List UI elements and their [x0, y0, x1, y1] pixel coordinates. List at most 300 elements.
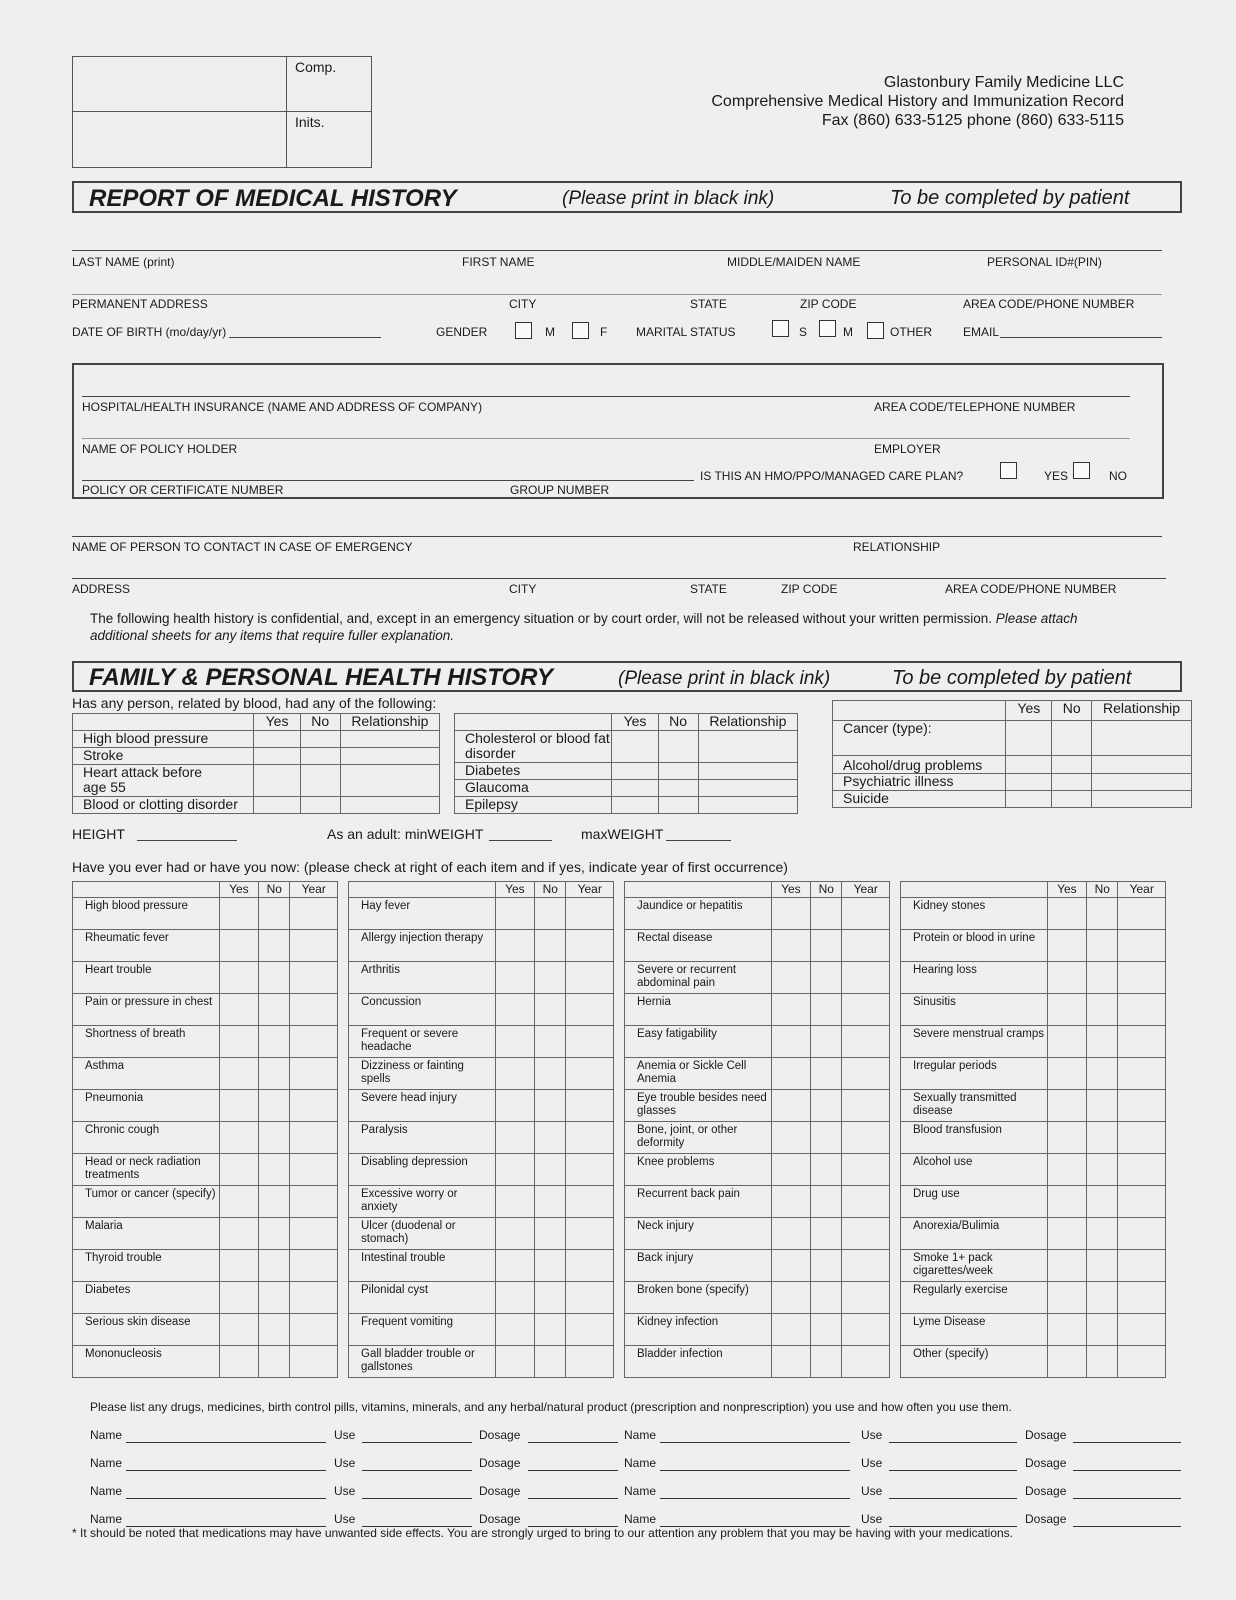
no-cell[interactable]: [1087, 1346, 1118, 1378]
no-cell[interactable]: [811, 962, 842, 994]
yes-cell[interactable]: [771, 1314, 810, 1346]
yes-cell[interactable]: [1047, 994, 1086, 1026]
relationship-cell[interactable]: [340, 748, 439, 765]
yes-cell[interactable]: [495, 1250, 534, 1282]
family-condition: Suicide: [833, 791, 1006, 808]
year-cell[interactable]: [566, 1218, 614, 1250]
table-row: [73, 1218, 338, 1250]
yes-cell[interactable]: [771, 1154, 810, 1186]
medication-use-field[interactable]: [889, 1498, 1017, 1499]
year-cell[interactable]: [566, 898, 614, 930]
yes-cell[interactable]: [495, 1282, 534, 1314]
history-condition: High blood pressure: [73, 898, 220, 930]
history-condition: Thyroid trouble: [73, 1250, 220, 1282]
no-cell[interactable]: [259, 1026, 290, 1058]
yes-cell[interactable]: [771, 994, 810, 1026]
yes-cell[interactable]: [495, 1154, 534, 1186]
yes-cell[interactable]: [771, 1250, 810, 1282]
yes-cell[interactable]: [219, 1282, 258, 1314]
no-cell[interactable]: [811, 1218, 842, 1250]
yes-cell[interactable]: [254, 765, 300, 797]
no-cell[interactable]: [535, 1250, 566, 1282]
relationship-cell[interactable]: [340, 731, 439, 748]
yes-cell[interactable]: [1006, 721, 1052, 756]
yes-cell[interactable]: [1047, 1250, 1086, 1282]
table-row: [349, 1218, 614, 1250]
yes-cell[interactable]: [219, 962, 258, 994]
group-number-label: GROUP NUMBER: [510, 483, 610, 497]
table-row: [73, 930, 338, 962]
medication-name-field[interactable]: [660, 1498, 850, 1499]
yes-cell[interactable]: [219, 1122, 258, 1154]
year-cell[interactable]: [842, 1250, 890, 1282]
yes-cell[interactable]: [612, 763, 658, 780]
no-cell[interactable]: [811, 1346, 842, 1378]
yes-cell[interactable]: [771, 1058, 810, 1090]
relationship-cell[interactable]: [1092, 791, 1192, 808]
yes-cell[interactable]: [495, 962, 534, 994]
no-cell[interactable]: [535, 1218, 566, 1250]
no-cell[interactable]: [1087, 1218, 1118, 1250]
year-cell[interactable]: [1118, 1218, 1166, 1250]
no-cell[interactable]: [1087, 1026, 1118, 1058]
emergency-name-label: NAME OF PERSON TO CONTACT IN CASE OF EMERGENCY: [72, 540, 413, 554]
medication-use-field[interactable]: [362, 1470, 472, 1471]
email-field[interactable]: [1000, 337, 1162, 338]
relationship-cell[interactable]: [1092, 774, 1192, 791]
year-cell[interactable]: [290, 962, 338, 994]
year-cell[interactable]: [1118, 1250, 1166, 1282]
medication-name-label: Name: [624, 1428, 657, 1442]
year-cell[interactable]: [566, 1346, 614, 1378]
office-use-box: [72, 56, 372, 168]
medication-dosage-field[interactable]: [528, 1442, 618, 1443]
year-cell[interactable]: [1118, 1282, 1166, 1314]
year-cell[interactable]: [842, 898, 890, 930]
relationship-cell[interactable]: [698, 731, 797, 763]
no-cell[interactable]: [259, 1250, 290, 1282]
year-cell[interactable]: [1118, 1186, 1166, 1218]
policy-holder-line[interactable]: [82, 438, 1130, 439]
year-cell[interactable]: [1118, 994, 1166, 1026]
year-cell[interactable]: [290, 1090, 338, 1122]
year-cell[interactable]: [842, 1314, 890, 1346]
no-cell[interactable]: [811, 1026, 842, 1058]
yes-cell[interactable]: [495, 1058, 534, 1090]
yes-cell[interactable]: [771, 1090, 810, 1122]
yes-cell[interactable]: [254, 797, 300, 814]
yes-cell[interactable]: [612, 797, 658, 814]
no-cell[interactable]: [259, 898, 290, 930]
yes-cell[interactable]: [1047, 930, 1086, 962]
no-cell[interactable]: [535, 1186, 566, 1218]
medication-dosage-field[interactable]: [1073, 1498, 1181, 1499]
no-cell[interactable]: [535, 994, 566, 1026]
year-cell[interactable]: [290, 1058, 338, 1090]
no-cell[interactable]: [535, 1058, 566, 1090]
no-cell[interactable]: [658, 797, 698, 814]
no-cell[interactable]: [658, 780, 698, 797]
no-cell[interactable]: [811, 1314, 842, 1346]
medication-name-field[interactable]: [126, 1470, 326, 1471]
medication-name-field[interactable]: [660, 1442, 850, 1443]
yes-cell[interactable]: [219, 1026, 258, 1058]
medication-name-label: Name: [90, 1428, 123, 1442]
max-weight-field[interactable]: [666, 840, 731, 841]
yes-cell[interactable]: [495, 898, 534, 930]
relationship-cell[interactable]: [1092, 721, 1192, 756]
medication-use-field[interactable]: [889, 1470, 1017, 1471]
no-cell[interactable]: [1052, 721, 1092, 756]
medication-use-field[interactable]: [362, 1442, 472, 1443]
history-col-yes: Yes: [1047, 882, 1086, 898]
year-cell[interactable]: [566, 1090, 614, 1122]
year-cell[interactable]: [566, 1026, 614, 1058]
year-cell[interactable]: [290, 1218, 338, 1250]
no-cell[interactable]: [1087, 1154, 1118, 1186]
no-cell[interactable]: [535, 898, 566, 930]
table-row: [901, 1186, 1166, 1218]
no-cell[interactable]: [1087, 962, 1118, 994]
yes-cell[interactable]: [1047, 1090, 1086, 1122]
last-name-label: LAST NAME (print): [72, 255, 175, 269]
no-cell[interactable]: [259, 1122, 290, 1154]
relationship-cell[interactable]: [698, 780, 797, 797]
yes-cell[interactable]: [1047, 1122, 1086, 1154]
yes-cell[interactable]: [495, 994, 534, 1026]
year-cell[interactable]: [1118, 1346, 1166, 1378]
yes-cell[interactable]: [1047, 962, 1086, 994]
no-cell[interactable]: [1052, 791, 1092, 808]
no-cell[interactable]: [1087, 1186, 1118, 1218]
year-cell[interactable]: [842, 930, 890, 962]
year-cell[interactable]: [1118, 930, 1166, 962]
no-cell[interactable]: [1052, 756, 1092, 774]
year-cell[interactable]: [566, 1058, 614, 1090]
marital-m-checkbox[interactable]: [819, 320, 836, 337]
yes-cell[interactable]: [495, 1218, 534, 1250]
yes-cell[interactable]: [1047, 1026, 1086, 1058]
yes-cell[interactable]: [1006, 791, 1052, 808]
no-cell[interactable]: [300, 731, 340, 748]
medication-dosage-field[interactable]: [528, 1498, 618, 1499]
no-cell[interactable]: [658, 763, 698, 780]
no-cell[interactable]: [259, 1346, 290, 1378]
dob-field[interactable]: [229, 337, 381, 338]
no-cell[interactable]: [259, 1218, 290, 1250]
year-cell[interactable]: [842, 1346, 890, 1378]
year-cell[interactable]: [566, 994, 614, 1026]
history-table-2: [348, 881, 614, 1378]
emergency-name-line[interactable]: [72, 536, 1162, 537]
yes-cell[interactable]: [495, 1122, 534, 1154]
year-cell[interactable]: [1118, 898, 1166, 930]
hmo-question: IS THIS AN HMO/PPO/MANAGED CARE PLAN?: [700, 469, 964, 483]
year-cell[interactable]: [1118, 1122, 1166, 1154]
medication-dosage-field[interactable]: [1073, 1470, 1181, 1471]
yes-cell[interactable]: [612, 731, 658, 763]
history-col-year: Year: [842, 882, 890, 898]
year-cell[interactable]: [842, 962, 890, 994]
relationship-cell[interactable]: [340, 797, 439, 814]
year-cell[interactable]: [290, 1186, 338, 1218]
no-cell[interactable]: [1087, 1122, 1118, 1154]
year-cell[interactable]: [290, 930, 338, 962]
yes-cell[interactable]: [219, 1218, 258, 1250]
year-cell[interactable]: [842, 1282, 890, 1314]
yes-cell[interactable]: [219, 898, 258, 930]
hmo-no-checkbox[interactable]: [1073, 462, 1090, 479]
year-cell[interactable]: [566, 1250, 614, 1282]
table-row: [73, 1154, 338, 1186]
year-cell[interactable]: [566, 1314, 614, 1346]
history-table-1: [72, 881, 338, 1378]
no-cell[interactable]: [535, 1122, 566, 1154]
emergency-phone-label: AREA CODE/PHONE NUMBER: [945, 582, 1117, 596]
relationship-cell[interactable]: [698, 797, 797, 814]
yes-cell[interactable]: [219, 1346, 258, 1378]
medication-use-field[interactable]: [889, 1442, 1017, 1443]
emergency-state-label: STATE: [690, 582, 727, 596]
no-cell[interactable]: [811, 1154, 842, 1186]
yes-cell[interactable]: [219, 1250, 258, 1282]
yes-cell[interactable]: [219, 1154, 258, 1186]
yes-cell[interactable]: [495, 1090, 534, 1122]
yes-cell[interactable]: [1047, 1154, 1086, 1186]
medication-dosage-field[interactable]: [1073, 1442, 1181, 1443]
year-cell[interactable]: [290, 1250, 338, 1282]
yes-cell[interactable]: [495, 930, 534, 962]
year-cell[interactable]: [842, 994, 890, 1026]
year-cell[interactable]: [566, 962, 614, 994]
yes-cell[interactable]: [254, 731, 300, 748]
yes-cell[interactable]: [771, 1186, 810, 1218]
yes-cell[interactable]: [254, 748, 300, 765]
year-cell[interactable]: [290, 994, 338, 1026]
no-cell[interactable]: [1087, 898, 1118, 930]
yes-cell[interactable]: [1047, 1282, 1086, 1314]
year-cell[interactable]: [566, 930, 614, 962]
year-cell[interactable]: [1118, 1314, 1166, 1346]
yes-cell[interactable]: [771, 1026, 810, 1058]
history-condition: Allergy injection therapy: [349, 930, 496, 962]
yes-cell[interactable]: [1047, 898, 1086, 930]
year-cell[interactable]: [842, 1058, 890, 1090]
no-cell[interactable]: [811, 1282, 842, 1314]
no-cell[interactable]: [658, 731, 698, 763]
history-condition: Rheumatic fever: [73, 930, 220, 962]
no-cell[interactable]: [811, 930, 842, 962]
no-cell[interactable]: [259, 1154, 290, 1186]
medication-name-field[interactable]: [126, 1498, 326, 1499]
no-cell[interactable]: [535, 962, 566, 994]
yes-cell[interactable]: [1006, 774, 1052, 791]
year-cell[interactable]: [566, 1154, 614, 1186]
history-condition: Chronic cough: [73, 1122, 220, 1154]
no-cell[interactable]: [811, 1122, 842, 1154]
gender-f-checkbox[interactable]: [572, 322, 589, 339]
medication-name-field[interactable]: [660, 1470, 850, 1471]
no-cell[interactable]: [535, 1282, 566, 1314]
medication-name-field[interactable]: [126, 1442, 326, 1443]
medication-use-label: Use: [861, 1456, 883, 1470]
yes-cell[interactable]: [219, 930, 258, 962]
year-cell[interactable]: [1118, 962, 1166, 994]
no-cell[interactable]: [535, 1154, 566, 1186]
no-cell[interactable]: [300, 797, 340, 814]
history-condition: Tumor or cancer (specify): [73, 1186, 220, 1218]
year-cell[interactable]: [842, 1122, 890, 1154]
gender-m-checkbox[interactable]: [515, 322, 532, 339]
family-col-no: No: [300, 714, 340, 731]
no-cell[interactable]: [1087, 1058, 1118, 1090]
no-cell[interactable]: [535, 1314, 566, 1346]
no-cell[interactable]: [535, 930, 566, 962]
yes-cell[interactable]: [1047, 1346, 1086, 1378]
relationship-cell[interactable]: [698, 763, 797, 780]
year-cell[interactable]: [842, 1186, 890, 1218]
no-cell[interactable]: [259, 994, 290, 1026]
yes-cell[interactable]: [771, 1282, 810, 1314]
yes-cell[interactable]: [219, 1058, 258, 1090]
yes-cell[interactable]: [1047, 1186, 1086, 1218]
history-condition: Anorexia/Bulimia: [901, 1218, 1048, 1250]
medication-use-label: Use: [334, 1484, 356, 1498]
medication-dosage-field[interactable]: [528, 1470, 618, 1471]
year-cell[interactable]: [842, 1154, 890, 1186]
no-cell[interactable]: [300, 765, 340, 797]
address-line[interactable]: [72, 294, 1162, 295]
no-cell[interactable]: [811, 1186, 842, 1218]
policy-number-line[interactable]: [82, 480, 694, 481]
table-row: [349, 962, 614, 994]
year-cell[interactable]: [1118, 1058, 1166, 1090]
yes-cell[interactable]: [495, 1026, 534, 1058]
no-cell[interactable]: [259, 1186, 290, 1218]
height-field[interactable]: [137, 840, 237, 841]
year-cell[interactable]: [290, 1346, 338, 1378]
yes-cell[interactable]: [771, 1218, 810, 1250]
name-line[interactable]: [72, 250, 1162, 251]
year-cell[interactable]: [1118, 1026, 1166, 1058]
no-cell[interactable]: [300, 748, 340, 765]
no-cell[interactable]: [259, 1058, 290, 1090]
year-cell[interactable]: [842, 1218, 890, 1250]
medication-use-field[interactable]: [362, 1498, 472, 1499]
yes-cell[interactable]: [1047, 1314, 1086, 1346]
medication-dosage-field[interactable]: [1073, 1526, 1181, 1527]
no-cell[interactable]: [1087, 1250, 1118, 1282]
no-cell[interactable]: [1087, 1314, 1118, 1346]
hmo-yes-checkbox[interactable]: [1000, 462, 1017, 479]
min-weight-field[interactable]: [489, 840, 552, 841]
year-cell[interactable]: [842, 1090, 890, 1122]
yes-cell[interactable]: [1006, 756, 1052, 774]
emergency-address-line[interactable]: [72, 578, 1166, 579]
yes-cell[interactable]: [771, 962, 810, 994]
pin-label: PERSONAL ID#(PIN): [987, 255, 1102, 269]
no-cell[interactable]: [811, 1058, 842, 1090]
table-row: [73, 1346, 338, 1378]
yes-cell[interactable]: [495, 1186, 534, 1218]
medications-intro: Please list any drugs, medicines, birth control pills, vitamins, minerals, and any herbal/natural product (prescription and nonprescription) you use and how often you use them.: [90, 1400, 1012, 1414]
report-title: REPORT OF MEDICAL HISTORY: [89, 185, 457, 212]
family-header: [72, 661, 1182, 692]
no-cell[interactable]: [1052, 774, 1092, 791]
yes-cell[interactable]: [771, 1346, 810, 1378]
no-cell[interactable]: [811, 1090, 842, 1122]
table-row: [73, 1058, 338, 1090]
year-cell[interactable]: [290, 1122, 338, 1154]
year-cell[interactable]: [566, 1282, 614, 1314]
yes-cell[interactable]: [612, 780, 658, 797]
year-cell[interactable]: [290, 898, 338, 930]
no-cell[interactable]: [259, 1314, 290, 1346]
yes-cell[interactable]: [219, 1090, 258, 1122]
yes-cell[interactable]: [219, 1314, 258, 1346]
year-cell[interactable]: [290, 1026, 338, 1058]
history-col-yes: Yes: [771, 882, 810, 898]
table-row: [349, 1250, 614, 1282]
year-cell[interactable]: [566, 1186, 614, 1218]
marital-s-checkbox[interactable]: [772, 320, 789, 337]
year-cell[interactable]: [290, 1314, 338, 1346]
year-cell[interactable]: [290, 1282, 338, 1314]
yes-cell[interactable]: [771, 898, 810, 930]
no-cell[interactable]: [811, 898, 842, 930]
clinic-name: Glastonbury Family Medicine LLC: [883, 74, 1124, 91]
yes-cell[interactable]: [771, 930, 810, 962]
phone-label: AREA CODE/PHONE NUMBER: [963, 297, 1135, 311]
no-cell[interactable]: [1087, 1282, 1118, 1314]
emergency-zip-label: ZIP CODE: [781, 582, 838, 596]
no-cell[interactable]: [1087, 1090, 1118, 1122]
year-cell[interactable]: [1118, 1154, 1166, 1186]
year-cell[interactable]: [566, 1122, 614, 1154]
no-cell[interactable]: [535, 1346, 566, 1378]
yes-cell[interactable]: [1047, 1218, 1086, 1250]
no-cell[interactable]: [535, 1026, 566, 1058]
no-cell[interactable]: [1087, 994, 1118, 1026]
yes-cell[interactable]: [495, 1314, 534, 1346]
no-cell[interactable]: [259, 930, 290, 962]
no-cell[interactable]: [811, 1250, 842, 1282]
marital-other-checkbox[interactable]: [867, 322, 884, 339]
no-cell[interactable]: [259, 1090, 290, 1122]
yes-cell[interactable]: [1047, 1058, 1086, 1090]
history-condition: Asthma: [73, 1058, 220, 1090]
no-cell[interactable]: [259, 1282, 290, 1314]
table-row: [901, 1026, 1166, 1058]
no-cell[interactable]: [1087, 930, 1118, 962]
no-cell[interactable]: [259, 962, 290, 994]
year-cell[interactable]: [842, 1026, 890, 1058]
table-row: [349, 1058, 614, 1090]
year-cell[interactable]: [1118, 1090, 1166, 1122]
yes-cell[interactable]: [219, 994, 258, 1026]
yes-cell[interactable]: [771, 1122, 810, 1154]
year-cell[interactable]: [290, 1154, 338, 1186]
insurance-company-line[interactable]: [82, 396, 1130, 397]
no-cell[interactable]: [535, 1090, 566, 1122]
yes-cell[interactable]: [219, 1186, 258, 1218]
history-condition: Rectal disease: [625, 930, 772, 962]
no-cell[interactable]: [811, 994, 842, 1026]
yes-cell[interactable]: [495, 1346, 534, 1378]
height-label: HEIGHT: [72, 826, 125, 842]
relationship-cell[interactable]: [340, 765, 439, 797]
relationship-cell[interactable]: [1092, 756, 1192, 774]
